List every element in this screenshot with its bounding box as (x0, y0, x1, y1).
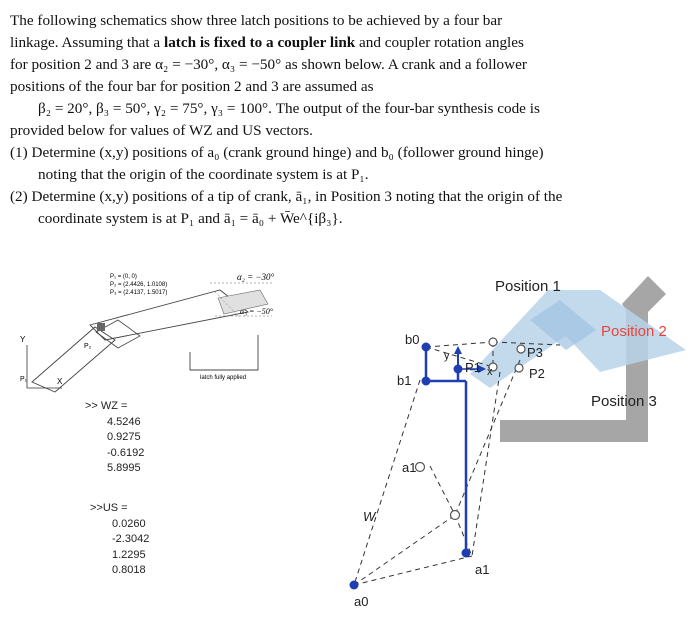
wz-output (85, 399, 144, 477)
b0-label: b0 (405, 332, 420, 347)
p2-label: P2 (529, 366, 545, 381)
y-axis-label: y (444, 350, 450, 362)
small-alpha2: α₂ = −30° (237, 272, 275, 282)
small-latch-pin (97, 323, 105, 331)
problem-statement (10, 10, 690, 230)
small-y-label: Y (20, 335, 26, 344)
us-value-2: -2.3042 (112, 533, 150, 545)
x-axis-label: x (487, 366, 493, 378)
p3-label: P3 (527, 345, 543, 360)
b1-joint (422, 377, 431, 386)
problem-line-5: β₂ = 20°, β₃ = 50°, γ₂ = 75°, γ₃ = 100°. The output of the four-bar synthesis code is (38, 100, 540, 117)
small-latch-figure (20, 272, 274, 392)
us-value-1: 0.0260 (112, 517, 146, 530)
small-p1-coord: P₁ = (0, 0) (110, 274, 137, 280)
us-label: >>US = (90, 502, 128, 514)
a1-label: a1 (475, 562, 490, 577)
wz-value-3: -0.6192 (107, 446, 145, 459)
small-p2-label: P₂ (84, 343, 92, 350)
w-label: W (363, 509, 376, 524)
wz-value-2: 0.9275 (107, 431, 141, 443)
solid-links (426, 347, 466, 553)
small-p2-coord: P₂ = (2.4426, 1.0108) (110, 282, 168, 288)
a0-label: a0 (354, 594, 369, 609)
question-2-line-2: coordinate system is at P₁ and ā₁ = ā₀ + W̄e^{iβ₃}. (38, 210, 343, 227)
position-3-label: Position 3 (591, 393, 657, 410)
question-1-line-2: noting that the origin of the coordinate system is at P₁. (38, 166, 369, 183)
small-latch-base (190, 335, 258, 370)
problem-line-3: for position 2 and 3 are α₂ = −30°, α₃ = −50° as shown below. A crank and a follower (10, 56, 527, 73)
small-p1-label: P₁ (20, 376, 28, 383)
question-2-line-1: (2) Determine (x,y) positions of a tip of crank, ā₁, in Position 3 noting that the origin of the (10, 188, 563, 205)
problem-line-2c: and coupler rotation angles (355, 34, 524, 51)
problem-line-2a: linkage. Assuming that a (10, 34, 164, 51)
a1-mid-label: a1 (402, 460, 417, 475)
wz-value-4: 5.8995 (107, 462, 141, 474)
a1-pos3-joint (451, 511, 460, 520)
question-1-line-1: (1) Determine (x,y) positions of a₀ (crank ground hinge) and b₀ (follower ground hinge) (10, 144, 544, 161)
four-bar-diagram (350, 276, 687, 609)
b0-joint (422, 343, 431, 352)
p1-joint (454, 365, 463, 374)
wz-label: >> WZ = (85, 400, 128, 412)
small-p3-coord: P₃ = (2.4137, 1.5017) (110, 290, 168, 296)
a1-mid-joint (416, 463, 425, 472)
a0-joint (350, 581, 359, 590)
problem-line-4: positions of the four bar for position 2 and 3 are assumed as (10, 78, 374, 95)
position-2-label: Position 2 (601, 323, 667, 340)
position-1-label: Position 1 (495, 278, 561, 295)
small-x-label: X (57, 377, 63, 386)
p2-joint (515, 364, 523, 372)
p1-label: P1 (465, 360, 481, 375)
us-value-4: 0.8018 (112, 564, 146, 576)
p3-joint (517, 345, 525, 353)
problem-line-6: provided below for values of WZ and US vectors. (10, 122, 313, 139)
a1-joint (462, 549, 471, 558)
us-output (90, 501, 149, 579)
b1-label: b1 (397, 373, 412, 388)
us-value-3: 1.2295 (112, 548, 146, 561)
small-alpha3: α₃ = −50° (240, 307, 273, 316)
problem-line-2-bold: latch is fixed to a coupler link (163, 34, 356, 51)
b-pos2-joint (489, 338, 497, 346)
problem-line-2 (10, 32, 690, 54)
small-latch-note: latch fully applied (200, 375, 247, 381)
problem-line-1: The following schematics show three latch positions to be achieved by a four bar (10, 12, 503, 29)
wz-value-1: 4.5246 (107, 415, 141, 428)
